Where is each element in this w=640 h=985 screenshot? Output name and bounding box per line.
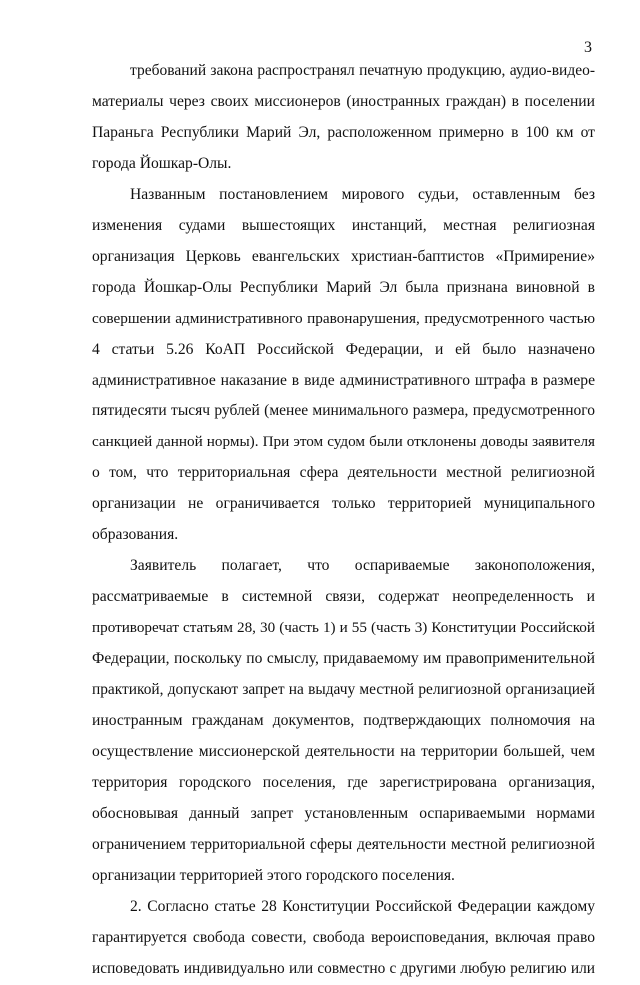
text-line: образования. [92,526,179,544]
text-line: требований закона распространял печатную продукцию, аудио-видео- [130,62,595,79]
text-line: осуществление миссионерской деятельности на территории большей, чем [92,742,595,760]
text-line: санкцией данной нормы). При этом судом были отклонены доводы заявителя [92,433,595,451]
text-line: Федерации, поскольку по смыслу, придаваемому им правоприменительной [92,650,595,668]
paragraph [92,56,595,180]
text-line: организации не ограничивается только территорией муниципального [92,495,595,513]
text-line: о том, что территориальная сфера деятельности местной религиозной [92,464,595,482]
text-line: административное наказание в виде административного штрафа в размере [92,371,595,389]
text-line: практикой, допускают запрет на выдачу местной религиозной организацией [92,681,595,699]
text-line: Заявитель полагает, что оспариваемые законоположения, [130,557,595,575]
text-line: рассматриваемые в системной связи, содержат неопределенность и [92,588,595,606]
text-line: ограничением территориальной сферы деятельности местной религиозной [92,835,595,853]
text-line: города Йошкар-Олы Республики Марий Эл была признана виновной в [92,278,595,296]
text-line: организация Церковь евангельских христиан-баптистов «Примирение» [92,247,595,265]
text-line: изменения судами вышестоящих инстанций, местная религиозная [92,216,595,234]
paragraph [92,551,595,891]
text-line: гарантируется свобода совести, свобода вероисповедания, включая право [92,928,595,946]
text-line: исповедовать индивидуально или совместно с другими любую религию или [92,959,595,977]
text-line: противоречат статьям 28, 30 (часть 1) и 55 (часть 3) Конституции Российской [92,619,595,637]
paragraph [92,180,595,551]
document-body [92,56,595,985]
text-line: города Йошкар-Олы. [92,154,232,172]
page-number: 3 [584,39,592,56]
paragraph [92,892,595,985]
text-line: материалы через своих миссионеров (иностранных граждан) в поселении [92,92,595,110]
text-line: иностранным гражданам документов, подтверждающих полномочия на [92,712,595,730]
text-line: обосновывая данный запрет установленным оспариваемыми нормами [92,804,595,822]
text-line: 2. Согласно статье 28 Конституции Российской Федерации каждому [130,897,595,915]
text-line: организации территорией этого городского поселения. [92,866,455,884]
text-line: 4 статьи 5.26 КоАП Российской Федерации, и ей было назначено [92,340,595,358]
text-line: Названным постановлением мирового судьи, оставленным без [130,185,595,203]
text-line: территория городского поселения, где зарегистрирована организация, [92,773,595,791]
text-line: пятидесяти тысяч рублей (менее минимального размера, предусмотренного [92,402,595,420]
text-line: Параньга Республики Марий Эл, расположенном примерно в 100 км от [92,123,595,141]
text-line: совершении административного правонарушения, предусмотренного частью [92,309,595,327]
